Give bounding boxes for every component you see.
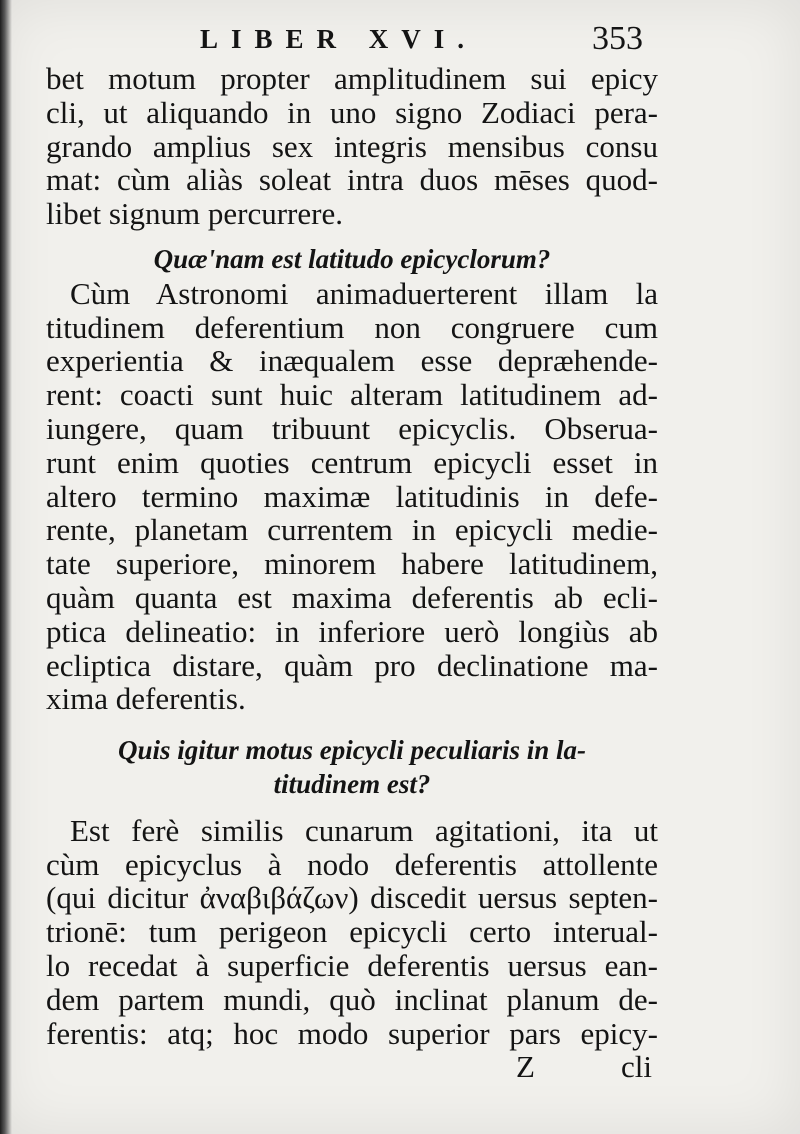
text-line: titudinem deferentium non congruere cum — [46, 309, 658, 345]
text-line: experientia & inæqualem esse depræhende- — [46, 343, 658, 379]
page-gutter-shadow — [0, 0, 12, 1134]
text-line: rent: coacti sunt huic alteram latitudinem ad- — [46, 377, 658, 413]
paragraph-2 — [46, 277, 658, 716]
paragraph-3 — [46, 814, 658, 1051]
text-line: Cùm Astronomi animaduerterent illam la — [70, 275, 658, 311]
catchword: cli — [621, 1049, 652, 1085]
text-line: rente, planetam currentem in epicycli medie- — [46, 512, 658, 548]
text-line: (qui dicitur ἀναβιβάζων) discedit uersus septen- — [46, 880, 658, 916]
text-line: cùm epicyclus à nodo deferentis attollente — [46, 846, 658, 882]
text-line: runt enim quoties centrum epicycli esset in — [46, 444, 658, 480]
text-line: cli, ut aliquando in uno signo Zodiaci pera- — [46, 94, 658, 130]
page-footer — [46, 1050, 658, 1084]
running-head: LIBER XVI. — [200, 24, 478, 54]
page-header — [0, 18, 800, 62]
text-line: dem partem mundi, quò inclinat planum de- — [46, 981, 658, 1017]
text-line: libet signum percurrere. — [46, 196, 343, 232]
text-block — [46, 62, 658, 1084]
paragraph-1 — [46, 62, 658, 231]
signature-mark: Z — [516, 1049, 535, 1085]
section-heading: Quæ'nam est latitudo epicyclorum? — [153, 243, 551, 274]
text-line: trionē: tum perigeon epicycli certo interual- — [46, 914, 658, 950]
text-line: ptica delineatio: in inferiore uerò longiùs ab — [46, 613, 658, 649]
text-line: Est ferè similis cunarum agitationi, ita ut — [70, 812, 658, 848]
section-heading: titudinem est? — [273, 768, 431, 799]
text-line: xima deferentis. — [46, 681, 246, 717]
section-heading: Quis igitur motus epicycli peculiaris in la- — [117, 735, 587, 766]
text-line: mat: cùm aliàs soleat intra duos mēses quod- — [46, 162, 658, 198]
text-line: altero termino maximæ latitudinis in defe- — [46, 478, 658, 514]
page-number: 353 — [592, 20, 643, 57]
text-line: ecliptica distare, quàm pro declinatione ma- — [46, 647, 658, 683]
text-line: tate superiore, minorem habere latitudinem, — [46, 546, 658, 582]
text-line: grando amplius sex integris mensibus consu — [46, 128, 658, 164]
text-line: lo recedat à superficie deferentis uersus ean- — [46, 947, 658, 983]
text-line: bet motum propter amplitudinem sui epicy — [46, 61, 658, 96]
text-line: iungere, quam tribuunt epicyclis. Obserua- — [46, 410, 658, 446]
text-line: quàm quanta est maxima deferentis ab ecli- — [46, 579, 658, 615]
text-line: ferentis: atq; hoc modo superior pars epicy- — [46, 1015, 658, 1051]
